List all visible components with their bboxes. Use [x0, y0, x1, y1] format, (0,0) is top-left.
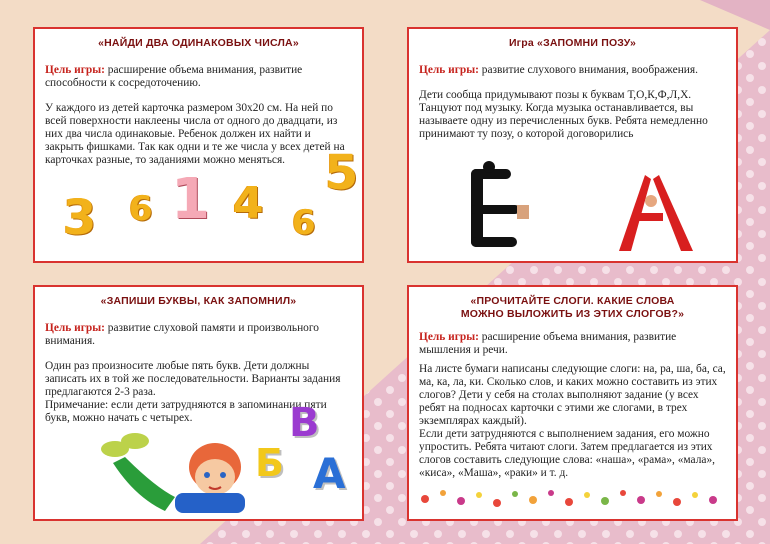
goal-paragraph: [419, 331, 726, 357]
card-title-line2: МОЖНО ВЫЛОЖИТЬ ИЗ ЭТИХ СЛОГОВ?»: [460, 308, 685, 320]
card-remember-pose: [407, 27, 738, 263]
card-title: [419, 295, 726, 321]
letter-v: В: [289, 400, 320, 446]
number-1: 1: [171, 167, 210, 232]
goal-label: Цель игры:: [419, 64, 479, 76]
pose-figure-black: [471, 161, 529, 247]
letter-b: Б: [255, 441, 284, 485]
goal-paragraph: [45, 322, 352, 348]
card-body: У каждого из детей карточка размером 30х20 см. На ней по всей поверхности наклеены числа от одного до двадцати, из них два числа одинаковые. Ребенок должен их найти и закрыть фишками. Так как одни и те же числа у всех детей на карточках разные, то заданиями можно меняться.: [45, 102, 345, 166]
poses-illustration: [459, 161, 759, 261]
goal-text: расширение объема внимания, развитие способности к сосредоточению.: [45, 64, 303, 89]
card-title: «НАЙДИ ДВА ОДИНАКОВЫХ ЧИСЛА»: [98, 37, 299, 49]
card-find-two-numbers: [33, 27, 364, 263]
goal-label: Цель игры:: [419, 331, 479, 343]
number-3: 3: [63, 190, 97, 246]
card-body: Дети сообща придумывают позы к буквам Т,О,К,Ф,Л,Х. Танцуют под музыку. Когда музыка останавливается, вы называете одну из перечисленных букв. Ребята немедленно принимают ту позу, о которой договорились: [419, 89, 708, 140]
number-5: 5: [325, 145, 359, 201]
card-note: Примечание: если дети затрудняются в запоминании пяти букв, можно начать с четырех.: [45, 399, 327, 424]
pose-figure-red: [619, 175, 693, 251]
letter-a: А: [313, 449, 346, 498]
card-write-letters: [33, 285, 364, 521]
card-read-syllables: [407, 285, 738, 521]
card-body-2: Если дети затрудняются с выполнением задания, его можно упростить. Ребята читают слоги. Затем предлагается из этих слогов составить следующие слова: «наша», «рама», «мала», «киса», «Маша», «раки» и т. д.: [419, 428, 716, 479]
card-body: Один раз произносите любые пять букв. Дети должны записать их в той же последовательности. Варианты задания предлагаются 2-3 раза.: [45, 360, 341, 398]
goal-text: развитие слуховой памяти и произвольного внимания.: [45, 322, 319, 347]
number-6b: 6: [292, 203, 316, 243]
child-illustration: [95, 427, 245, 519]
number-6: 6: [129, 189, 153, 229]
card-title-line1: «ПРОЧИТАЙТЕ СЛОГИ. КАКИЕ СЛОВА: [470, 295, 675, 307]
goal-text: развитие слухового внимания, воображения.: [478, 64, 698, 76]
number-4: 4: [233, 178, 264, 229]
goal-text: расширение объема внимания, развитие мышления и речи.: [419, 331, 677, 356]
card-title: «ЗАПИШИ БУКВЫ, КАК ЗАПОМНИЛ»: [100, 295, 297, 307]
goal-label: Цель игры:: [45, 322, 105, 334]
flowers-border: [415, 485, 730, 513]
goal-paragraph: [45, 64, 352, 90]
goal-paragraph: [419, 64, 726, 77]
card-body: На листе бумаги написаны следующие слоги: на, ра, ша, ба, са, ма, ка, ла, ки. Сколько слов, и каких можно составить из этих слогов? Дети у себя на столах выполняют задание (у всех ребят на подносах карточки с этими же слогами, в трех экземплярах каждый).: [419, 363, 726, 427]
card-title: Игра «ЗАПОМНИ ПОЗУ»: [508, 37, 637, 49]
goal-label: Цель игры:: [45, 64, 105, 76]
